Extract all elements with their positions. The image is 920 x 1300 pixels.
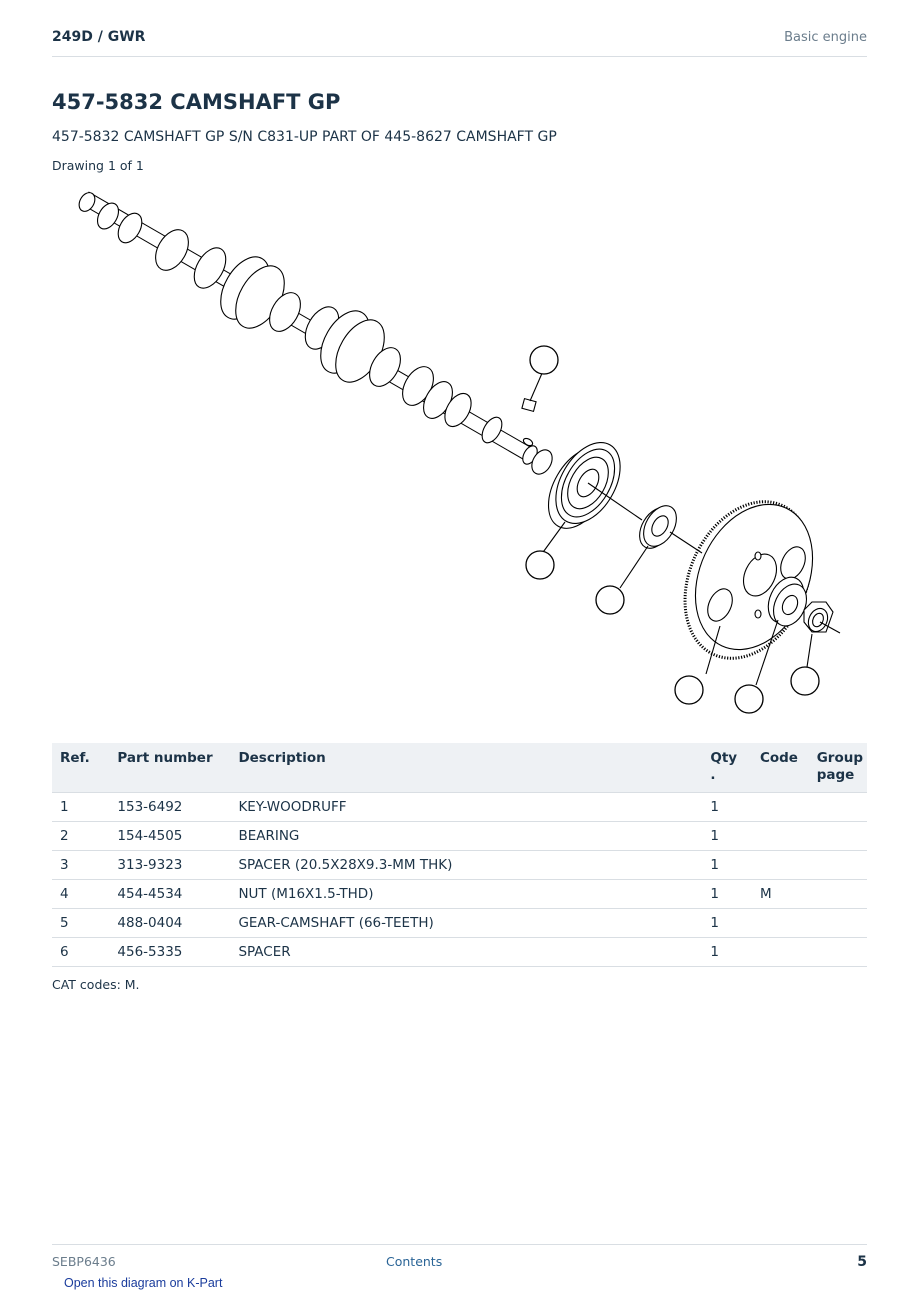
cell-part-number: 153-6492 [109, 793, 230, 822]
table-row [52, 822, 867, 851]
key-woodruff-drawing [522, 399, 536, 447]
cell-qty: 1 [702, 909, 752, 938]
cell-qty: 1 [702, 793, 752, 822]
table-row [52, 793, 867, 822]
cell-code [752, 822, 809, 851]
cell-ref: 1 [52, 793, 109, 822]
cell-code [752, 851, 809, 880]
page-title: 457-5832 CAMSHAFT GP [52, 90, 341, 114]
cell-code: M [752, 880, 809, 909]
bearing-drawing [535, 431, 633, 539]
callout-circle [596, 586, 624, 614]
cell-group-page [809, 822, 867, 851]
table-row [52, 909, 867, 938]
callout-circle [791, 667, 819, 695]
cell-description: BEARING [230, 822, 702, 851]
table-row [52, 880, 867, 909]
drawing-label: Drawing 1 of 1 [52, 158, 144, 173]
cell-ref: 3 [52, 851, 109, 880]
cell-ref: 4 [52, 880, 109, 909]
cell-part-number: 488-0404 [109, 909, 230, 938]
header-qty-line2: . [710, 767, 716, 783]
cell-group-page [809, 793, 867, 822]
header-group-line1: Group [816, 750, 863, 766]
header-qty-line1: Qty [710, 750, 738, 766]
callout-circle [530, 346, 558, 374]
gear-camshaft-drawing [661, 481, 835, 679]
nut-drawing [804, 602, 833, 635]
cell-qty: 1 [702, 880, 752, 909]
cell-part-number: 454-4534 [109, 880, 230, 909]
cell-qty: 1 [702, 938, 752, 967]
callout-circle [675, 676, 703, 704]
cell-group-page [809, 909, 867, 938]
cell-code [752, 938, 809, 967]
cell-part-number: 313-9323 [109, 851, 230, 880]
header-description: Description [230, 743, 702, 793]
parts-table-header [52, 743, 867, 793]
header-group-line2: page [816, 767, 855, 783]
cell-description: SPACER (20.5X28X9.3-MM THK) [230, 851, 702, 880]
doc-code: 249D / GWR [52, 29, 146, 45]
header-ref: Ref. [52, 743, 109, 793]
cell-code [752, 909, 809, 938]
cell-qty: 1 [702, 822, 752, 851]
exploded-parts-drawing [60, 180, 860, 720]
cell-code [752, 793, 809, 822]
callout-circle [526, 551, 554, 579]
cell-description: GEAR-CAMSHAFT (66-TEETH) [230, 909, 702, 938]
cell-ref: 5 [52, 909, 109, 938]
cell-part-number: 456-5335 [109, 938, 230, 967]
doc-number: SEBP6436 [52, 1254, 116, 1269]
contents-link[interactable]: Contents [386, 1254, 443, 1269]
callout-circle [735, 685, 763, 713]
header-group-page [809, 743, 867, 793]
spacer-drawing [633, 500, 683, 554]
cell-ref: 6 [52, 938, 109, 967]
page-footer [52, 1244, 867, 1275]
parts-table [52, 743, 867, 967]
page-subtitle: 457-5832 CAMSHAFT GP S/N C831-UP PART OF 445-8627 CAMSHAFT GP [52, 129, 557, 145]
page-number: 5 [857, 1254, 867, 1270]
cell-description: NUT (M16X1.5-THD) [230, 880, 702, 909]
page-header [52, 28, 867, 57]
cell-group-page [809, 938, 867, 967]
open-kpart-link[interactable]: Open this diagram on K-Part [64, 1276, 223, 1290]
header-code: Code [752, 743, 809, 793]
table-row [52, 851, 867, 880]
table-row [52, 938, 867, 967]
cell-description: SPACER [230, 938, 702, 967]
header-qty [702, 743, 752, 793]
cell-qty: 1 [702, 851, 752, 880]
camshaft-drawing [76, 190, 556, 478]
cat-codes-note: CAT codes: M. [52, 977, 140, 992]
section-name: Basic engine [784, 30, 867, 45]
cell-ref: 2 [52, 822, 109, 851]
cell-group-page [809, 880, 867, 909]
cell-part-number: 154-4505 [109, 822, 230, 851]
cell-description: KEY-WOODRUFF [230, 793, 702, 822]
header-part-number: Part number [109, 743, 230, 793]
cell-group-page [809, 851, 867, 880]
